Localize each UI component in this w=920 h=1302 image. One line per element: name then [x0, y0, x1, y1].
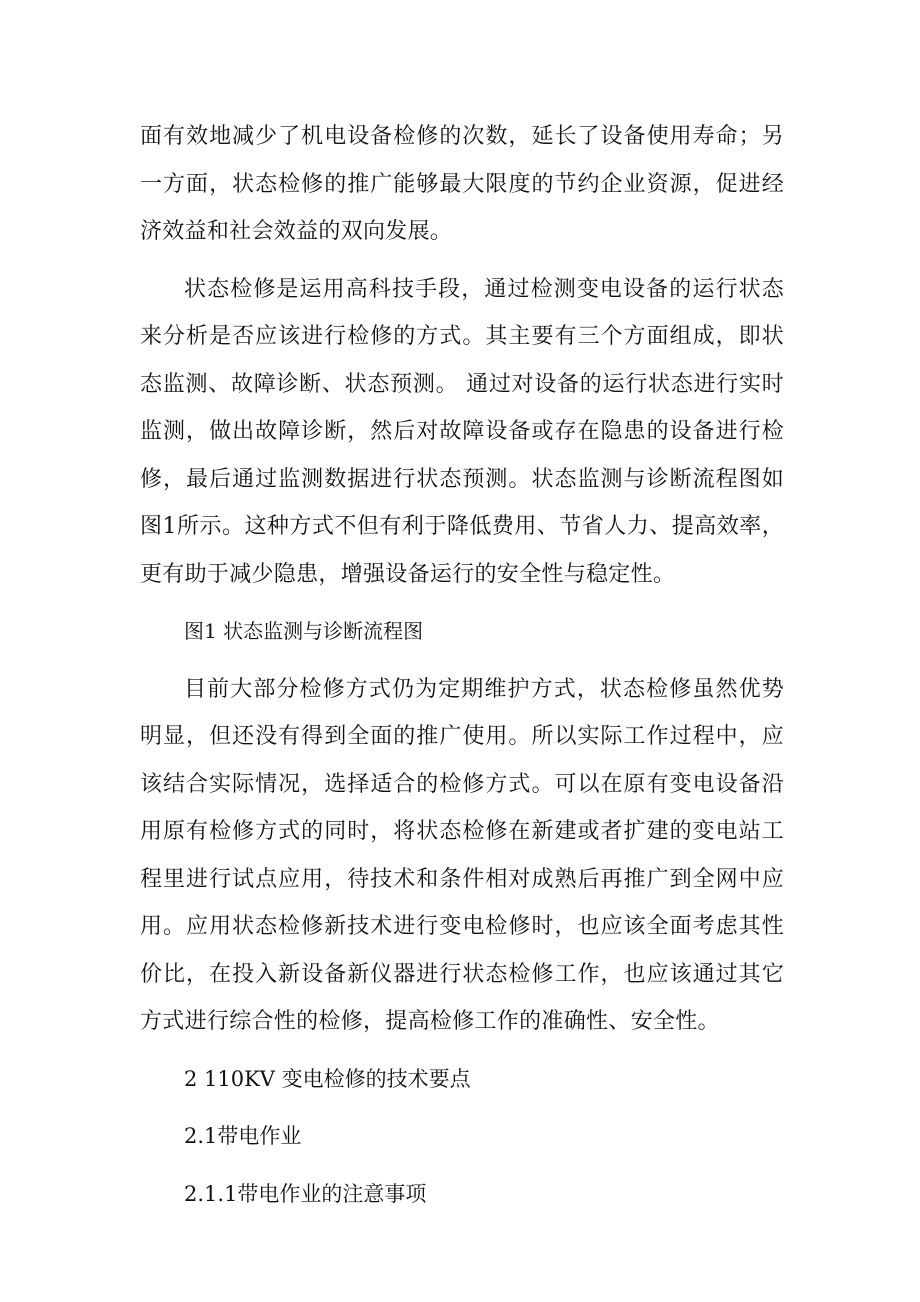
- paragraph-continuation: 面有效地减少了机电设备检修的次数，延长了设备使用寿命；另一方面，状态检修的推广能够最大限度的节约企业资源，促进经济效益和社会效益的双向发展。: [140, 124, 784, 244]
- document-body: [140, 113, 784, 1218]
- paragraph-current-methods: 目前大部分检修方式仍为定期维护方式，状态检修虽然优势明显，但还没有得到全面的推广使用。所以实际工作过程中，应该结合实际情况，选择适合的检修方式。可以在原有变电设备沿用原有检修方式的同时，将状态检修在新建或者扩建的变电站工程里进行试点应用，待技术和条件相对成熟后再推广到全网中应用。应用状态检修新技术进行变电检修时，也应该全面考虑其性价比，在投入新设备新仪器进行状态检修工作，也应该通过其它方式进行综合性的检修，提高检修工作的准确性、安全性。: [140, 676, 784, 1034]
- figure-caption: 图1 状态监测与诊断流程图: [184, 619, 424, 643]
- subsubsection-heading: 2.1.1带电作业的注意事项: [184, 1181, 427, 1206]
- section-heading: 2 110KV 变电检修的技术要点: [184, 1066, 471, 1091]
- paragraph-condition-maintenance: 状态检修是运用高科技手段，通过检测变电设备的运行状态来分析是否应该进行检修的方式。其主要有三个方面组成，即状态监测、故障诊断、状态预测。 通过对设备的运行状态进行实时监测，做出故障诊断，然后对故障设备或存在隐患的设备进行检修，最后通过监测数据进行状态预测。状态监测与诊断流程图如图1所示。这种方式不但有利于降低费用、节省人力、提高效率，更有助于减少隐患，增强设备运行的安全性与稳定性。: [140, 276, 784, 587]
- subsection-heading: 2.1带电作业: [184, 1124, 302, 1148]
